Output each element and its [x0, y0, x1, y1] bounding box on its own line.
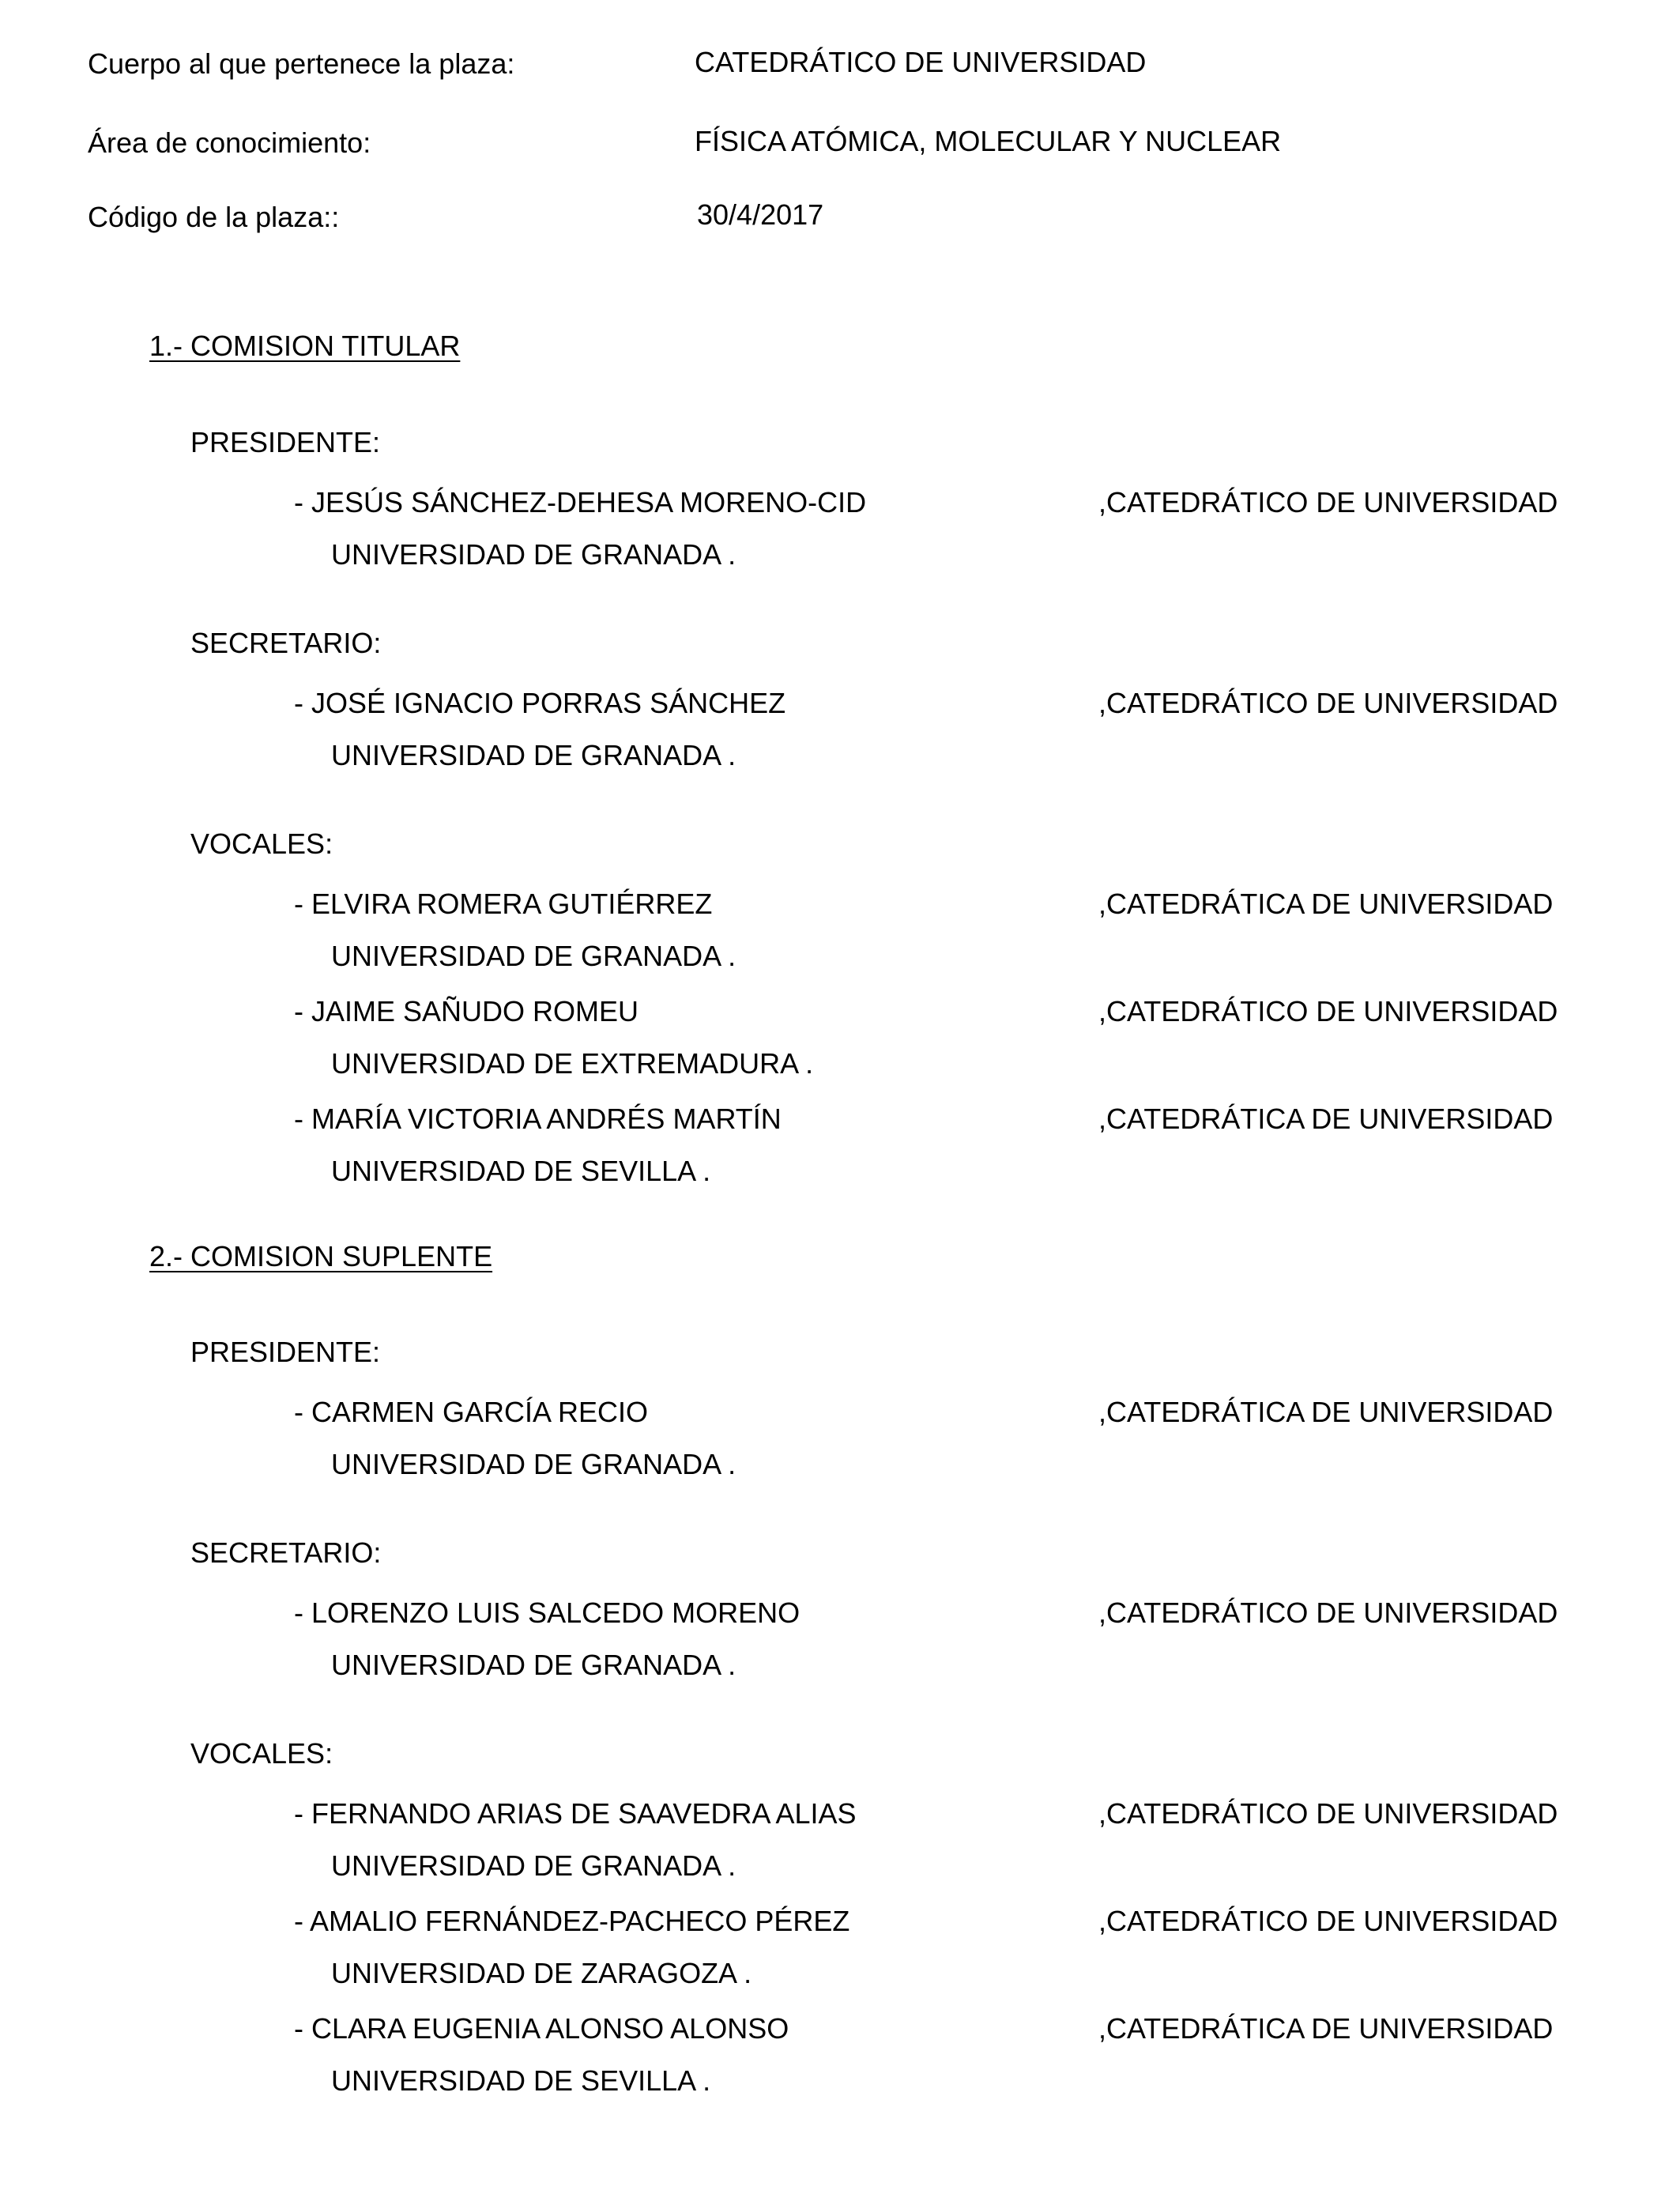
suplente-vocal-2-name: - AMALIO FERNÁNDEZ-PACHECO PÉREZ: [294, 1905, 850, 1937]
suplente-vocal-2-univ: UNIVERSIDAD DE ZARAGOZA .: [331, 1957, 752, 1989]
titular-vocal-3-univ: UNIVERSIDAD DE SEVILLA .: [331, 1155, 711, 1187]
suplente-vocal-1-rank: ,CATEDRÁTICO DE UNIVERSIDAD: [1098, 1797, 1558, 1830]
suplente-presidente-univ: UNIVERSIDAD DE GRANADA .: [331, 1448, 736, 1480]
titular-vocal-2-name: - JAIME SAÑUDO ROMEU: [294, 995, 639, 1027]
area-label: Área de conocimiento:: [88, 126, 371, 159]
titular-presidente-label: PRESIDENTE:: [190, 426, 381, 458]
titular-heading: 1.- COMISION TITULAR: [149, 330, 461, 362]
suplente-presidente-rank: ,CATEDRÁTICA DE UNIVERSIDAD: [1098, 1396, 1554, 1428]
titular-secretario-rank: ,CATEDRÁTICO DE UNIVERSIDAD: [1098, 687, 1558, 719]
suplente-secretario-label: SECRETARIO:: [190, 1536, 382, 1569]
titular-presidente-rank: ,CATEDRÁTICO DE UNIVERSIDAD: [1098, 486, 1558, 518]
codigo-value: 30/4/2017: [697, 198, 824, 231]
codigo-label: Código de la plaza::: [88, 201, 340, 233]
titular-presidente-name: - JESÚS SÁNCHEZ-DEHESA MORENO-CID: [294, 486, 867, 518]
titular-secretario-name: - JOSÉ IGNACIO PORRAS SÁNCHEZ: [294, 687, 786, 719]
suplente-vocal-3-univ: UNIVERSIDAD DE SEVILLA .: [331, 2064, 711, 2097]
titular-vocal-1-univ: UNIVERSIDAD DE GRANADA .: [331, 940, 736, 972]
titular-secretario-label: SECRETARIO:: [190, 627, 382, 659]
titular-vocales-label: VOCALES:: [190, 827, 333, 860]
suplente-vocales-label: VOCALES:: [190, 1737, 333, 1770]
suplente-vocal-1-univ: UNIVERSIDAD DE GRANADA .: [331, 1849, 736, 1882]
suplente-heading: 2.- COMISION SUPLENTE: [149, 1240, 493, 1272]
suplente-secretario-rank: ,CATEDRÁTICO DE UNIVERSIDAD: [1098, 1596, 1558, 1629]
titular-vocal-1-rank: ,CATEDRÁTICA DE UNIVERSIDAD: [1098, 888, 1554, 920]
cuerpo-label: Cuerpo al que pertenece la plaza:: [88, 47, 515, 80]
suplente-vocal-2-rank: ,CATEDRÁTICO DE UNIVERSIDAD: [1098, 1905, 1558, 1937]
titular-vocal-2-rank: ,CATEDRÁTICO DE UNIVERSIDAD: [1098, 995, 1558, 1027]
suplente-secretario-univ: UNIVERSIDAD DE GRANADA .: [331, 1649, 736, 1681]
suplente-vocal-1-name: - FERNANDO ARIAS DE SAAVEDRA ALIAS: [294, 1797, 857, 1830]
titular-secretario-univ: UNIVERSIDAD DE GRANADA .: [331, 739, 736, 771]
titular-vocal-2-univ: UNIVERSIDAD DE EXTREMADURA .: [331, 1047, 814, 1080]
suplente-secretario-name: - LORENZO LUIS SALCEDO MORENO: [294, 1596, 800, 1629]
titular-vocal-3-rank: ,CATEDRÁTICA DE UNIVERSIDAD: [1098, 1103, 1554, 1135]
suplente-vocal-3-name: - CLARA EUGENIA ALONSO ALONSO: [294, 2012, 789, 2045]
cuerpo-value: CATEDRÁTICO DE UNIVERSIDAD: [695, 46, 1147, 78]
suplente-presidente-label: PRESIDENTE:: [190, 1336, 381, 1368]
titular-presidente-univ: UNIVERSIDAD DE GRANADA .: [331, 538, 736, 571]
area-value: FÍSICA ATÓMICA, MOLECULAR Y NUCLEAR: [695, 125, 1282, 157]
titular-vocal-3-name: - MARÍA VICTORIA ANDRÉS MARTÍN: [294, 1103, 782, 1135]
titular-vocal-1-name: - ELVIRA ROMERA GUTIÉRREZ: [294, 888, 713, 920]
suplente-vocal-3-rank: ,CATEDRÁTICA DE UNIVERSIDAD: [1098, 2012, 1554, 2045]
suplente-presidente-name: - CARMEN GARCÍA RECIO: [294, 1396, 649, 1428]
